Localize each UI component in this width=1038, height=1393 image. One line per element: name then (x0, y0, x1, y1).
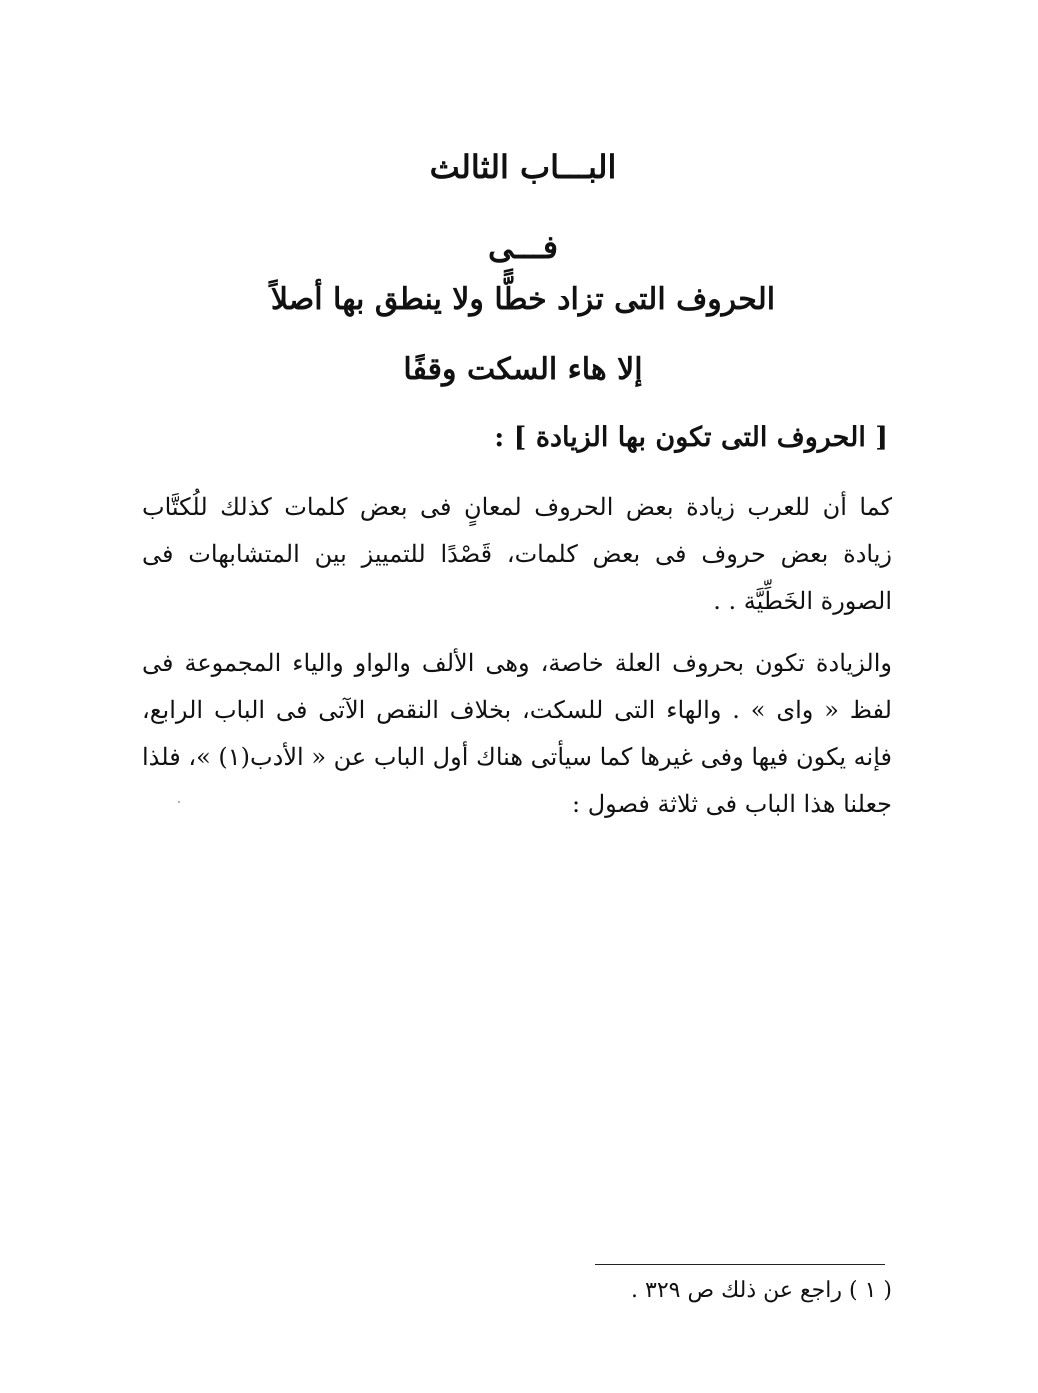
body-paragraph-1: كما أن للعرب زيادة بعض الحروف لمعانٍ فى بعض كلمات كذلك للُكتَّاب زيادة بعض حروف فى بعض كلمات، قَصْدًا للتمييز بين المتشابهات فى الصورة الخَطِّيَّة . . (142, 493, 892, 615)
chapter-subtitle: الحروف التى تزاد خطًّا ولا ينطق بها أصلاً (270, 282, 776, 317)
section-heading: [ الحروف التى تكون بها الزيادة ] : (494, 422, 888, 453)
footnote: ( ١ ) راجع عن ذلك ص ٣٢٩ . (631, 1278, 892, 1303)
footnote-divider (595, 1264, 885, 1265)
chapter-title: البـــاب الثالث (429, 148, 617, 186)
body-paragraph-2: والزيادة تكون بحروف العلة خاصة، وهى الألف والواو والياء المجموعة فى لفظ « واى » . والهاء التى للسكت، بخلاف النقص الآتى فى الباب الرابع، فإنه يكون فيها وفى غيرها كما سيأتى هناك أول الباب عن « الأدب(١) »، فلذا جعلنا هذا الباب فى ثلاثة فصول : (142, 649, 892, 818)
chapter-subtitle-continued: إلا هاء السكت وقفًا (403, 352, 643, 387)
chapter-preposition: فـــى (487, 228, 559, 266)
stray-mark (178, 801, 180, 803)
